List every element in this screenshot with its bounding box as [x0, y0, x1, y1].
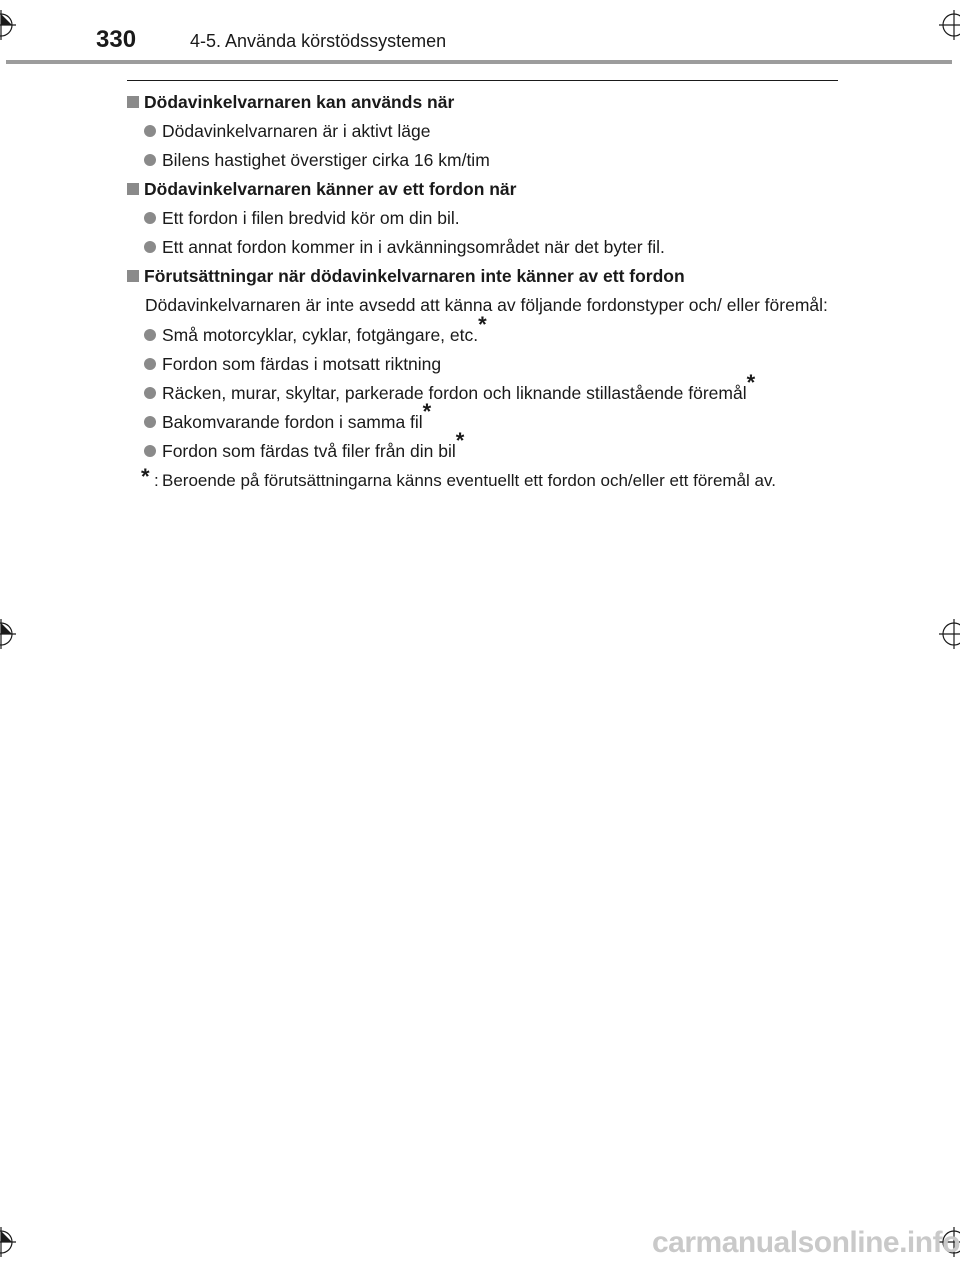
square-bullet-icon — [127, 96, 139, 108]
registration-mark-icon — [0, 10, 16, 40]
round-bullet-icon — [144, 416, 156, 428]
round-bullet-icon — [144, 241, 156, 253]
watermark: carmanualsonline.info — [652, 1226, 960, 1259]
list-item — [127, 428, 837, 463]
list-item — [127, 370, 837, 405]
round-bullet-icon — [144, 154, 156, 166]
manual-content — [127, 90, 837, 493]
registration-mark-icon — [0, 1227, 16, 1257]
list-item-text: Ett annat fordon kommer in i avkänningsområdet när det byter fil. — [162, 237, 665, 257]
registration-mark-icon — [939, 10, 960, 40]
round-bullet-icon — [144, 125, 156, 137]
list-item — [127, 235, 837, 259]
list-item-text: Fordon som färdas i motsatt riktning — [162, 354, 442, 374]
chapter-title: 4-5. Använda körstödssystemen — [190, 31, 447, 51]
section-heading-text: Förutsättningar när dödavinkelvarnaren inte känner av ett fordon — [144, 266, 685, 286]
footnote-colon: : — [154, 471, 159, 490]
footnote-star: * — [455, 428, 465, 454]
square-bullet-icon — [127, 270, 139, 282]
footnote-star: * — [746, 370, 756, 396]
square-bullet-icon — [127, 183, 139, 195]
list-item-text: Dödavinkelvarnaren är i aktivt läge — [162, 121, 431, 141]
section-heading — [127, 177, 837, 201]
round-bullet-icon — [144, 212, 156, 224]
footnote-text: Beroende på förutsättningarna känns eventuellt ett fordon och/eller ett föremål av. — [162, 471, 776, 490]
content-rule — [127, 80, 838, 81]
round-bullet-icon — [144, 358, 156, 370]
list-item — [127, 206, 837, 230]
section-heading — [127, 264, 837, 288]
list-item-text: Bilens hastighet överstiger cirka 16 km/tim — [162, 150, 490, 170]
list-item-text: Ett fordon i filen bredvid kör om din bil. — [162, 208, 460, 228]
round-bullet-icon — [144, 445, 156, 457]
list-item — [127, 119, 837, 143]
page-number: 330 — [96, 26, 137, 53]
registration-mark-icon — [939, 619, 960, 649]
list-item-text: Bakomvarande fordon i samma fil — [162, 412, 423, 432]
registration-mark-icon — [0, 619, 16, 649]
list-item — [127, 312, 837, 347]
list-item — [127, 352, 837, 376]
footnote-star: * — [478, 312, 487, 338]
section-intro: Dödavinkelvarnaren är inte avsedd att känna av följande fordonstyper och/ eller föremål: — [145, 295, 828, 315]
footnote-mark: * — [141, 464, 150, 489]
footnote — [127, 464, 837, 493]
header-divider — [6, 60, 952, 64]
section-heading-text: Dödavinkelvarnaren kan används när — [144, 92, 455, 112]
list-item — [127, 148, 837, 172]
list-item-text: Räcken, murar, skyltar, parkerade fordon och liknande stillastående föremål — [162, 383, 747, 403]
round-bullet-icon — [144, 387, 156, 399]
section-heading — [127, 90, 837, 114]
section-heading-text: Dödavinkelvarnaren känner av ett fordon när — [144, 179, 517, 199]
list-item-text: Fordon som färdas två filer från din bil — [162, 441, 456, 461]
round-bullet-icon — [144, 329, 156, 341]
list-item-text: Små motorcyklar, cyklar, fotgängare, etc. — [162, 325, 479, 345]
list-item — [127, 399, 837, 434]
footnote-star: * — [422, 399, 432, 425]
